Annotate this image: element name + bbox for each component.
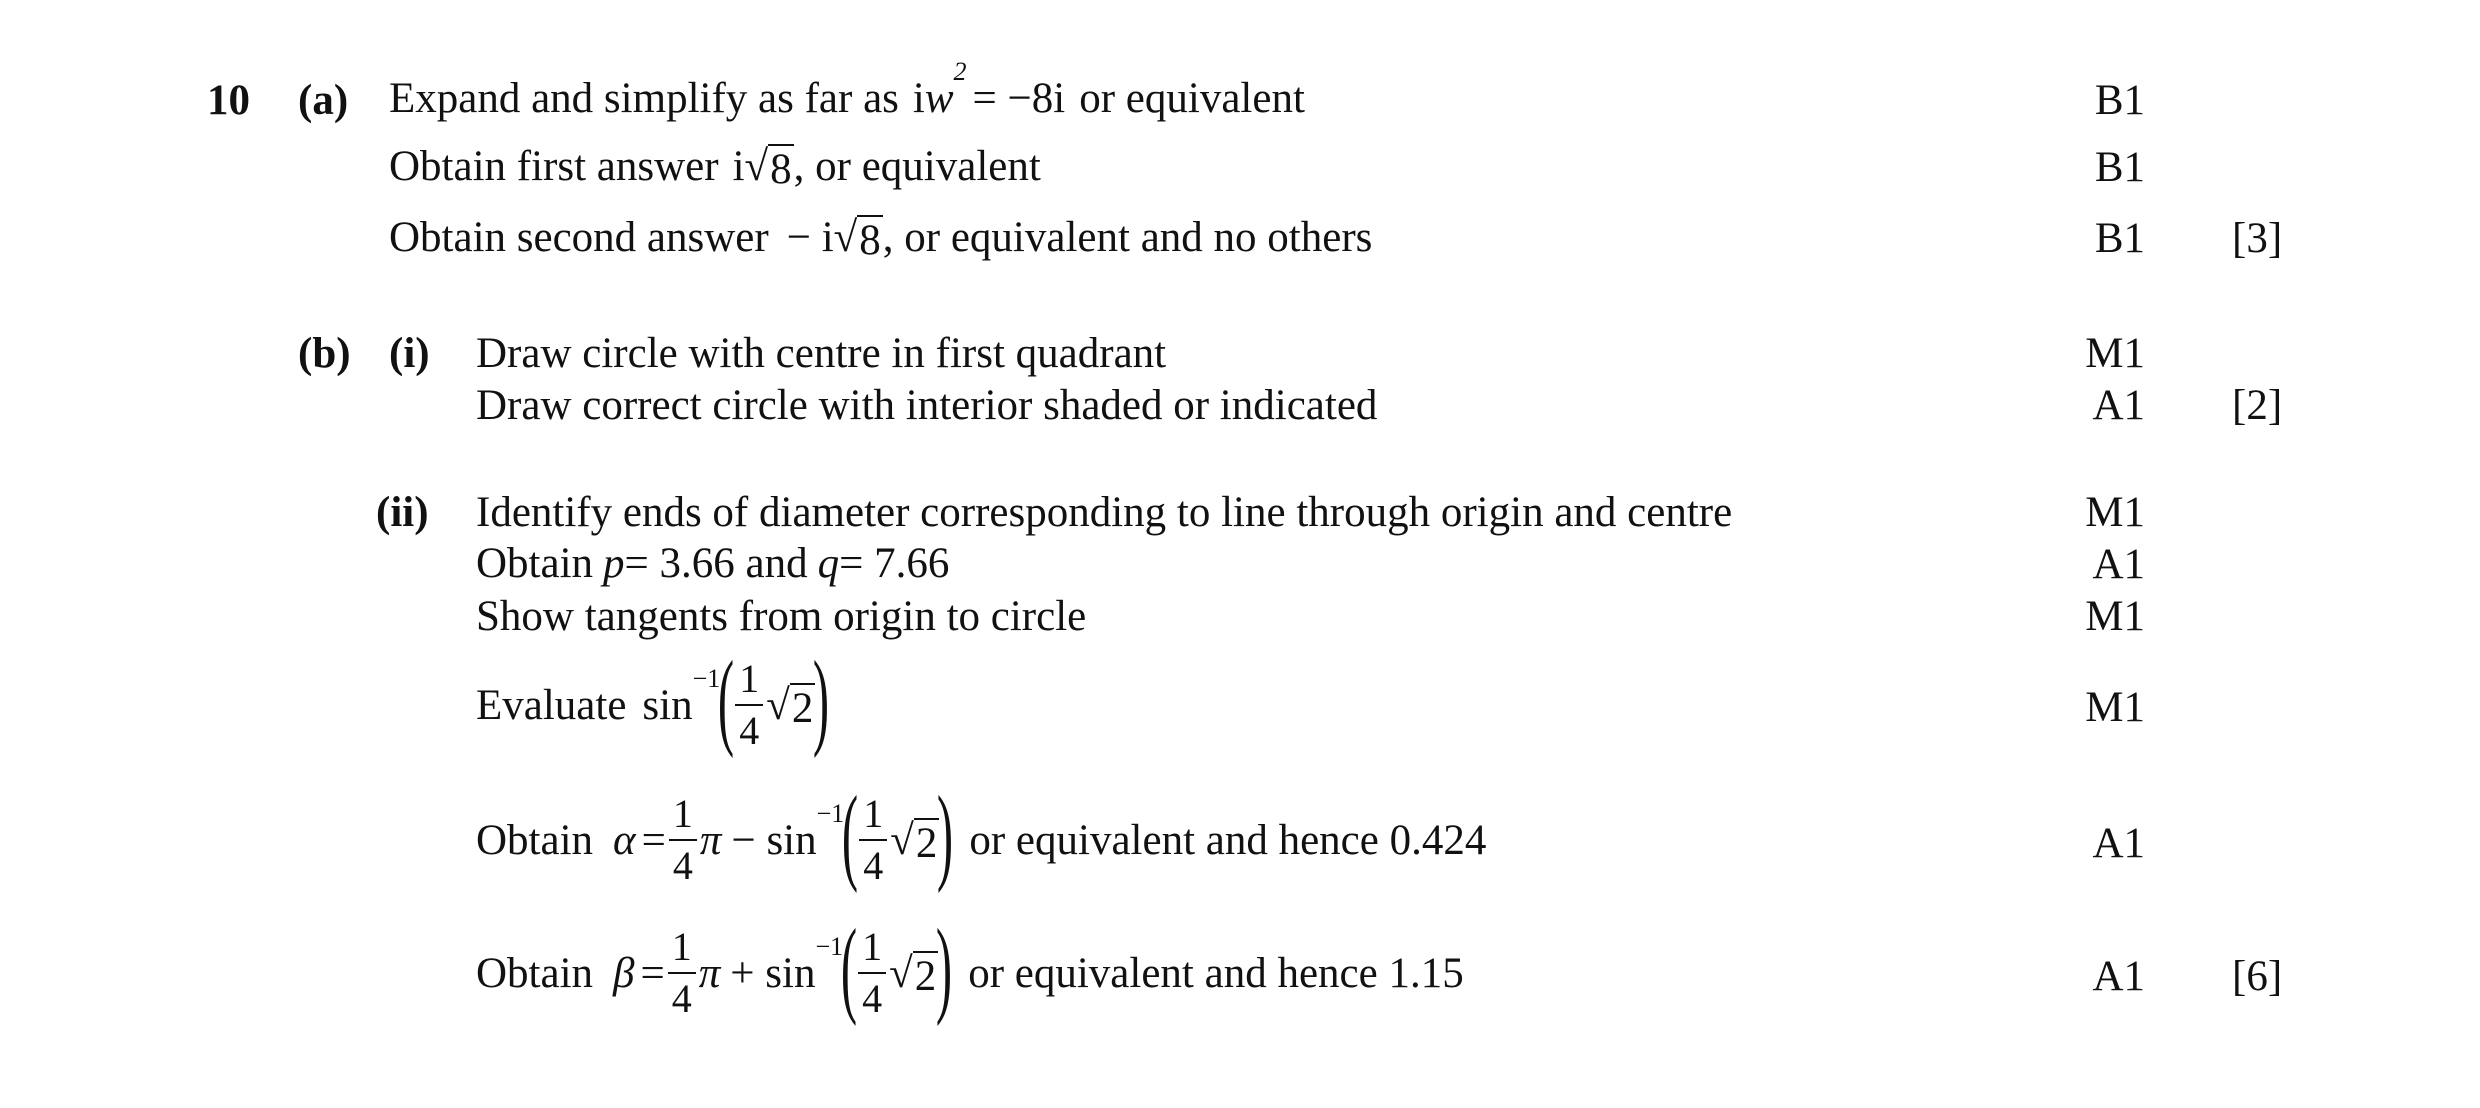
part-b-label: (b) [298,330,351,377]
value-p: = 3.66 and [624,539,808,587]
pi-symbol: π [698,949,721,997]
fraction [859,791,887,888]
mark-label: M1 [2085,593,2145,640]
mark-label: B1 [2094,215,2145,262]
exponent: 2 [953,57,967,86]
mark-label: A1 [2092,820,2145,867]
radical-sign: √ [833,213,858,261]
negative-imaginary: − i [786,213,834,261]
part-b-ii-line-6 [476,908,1464,1033]
equals-sign: = [641,816,666,864]
right-paren: ) [936,908,953,1027]
equation-rhs: = −8i [972,74,1066,122]
part-b-ii-total: [6] [2232,953,2283,1000]
part-b-ii-label: (ii) [376,489,429,536]
line-text: Evaluate [476,681,627,729]
sin-term: + sin [730,949,816,997]
part-a-total: [3] [2232,215,2283,262]
mark-label: B1 [2094,144,2145,191]
line-text: or equivalent [1079,74,1305,122]
question-number: 10 [207,77,250,124]
sin-function: sin [642,681,693,729]
line-text: Expand and simplify as far as [389,74,899,122]
fraction-numerator: 1 [858,927,886,974]
radical-sign: √ [890,816,914,864]
value-q: = 7.66 [839,539,950,587]
fraction-numerator: 1 [668,927,696,974]
fraction [668,924,696,1021]
fraction-denominator: 4 [863,843,884,888]
left-paren: ( [718,640,735,759]
mark-label: M1 [2085,489,2145,536]
part-a-line-3 [389,207,1372,267]
inverse-exponent: −1 [815,932,844,961]
fraction-numerator: 1 [735,659,763,706]
line-text: Obtain [476,539,594,587]
sin-term: − sin [731,816,817,864]
symbol-beta: β [613,949,635,997]
line-text: or equivalent and hence 1.15 [968,949,1464,997]
mark-label: M1 [2085,330,2145,377]
part-b-ii-line-2 [476,533,949,593]
line-text: Draw correct circle with interior shaded or indicated [476,382,1378,429]
fraction-numerator: 1 [859,794,887,841]
radicand: 8 [770,145,792,193]
radicand: 2 [914,952,937,1000]
part-b-i-total: [2] [2232,382,2283,429]
part-a-line-1 [389,57,1305,128]
line-text: Obtain [476,816,594,864]
symbol-alpha: α [613,816,636,864]
mark-label: A1 [2092,953,2145,1000]
mark-label: B1 [2094,77,2145,124]
pi-symbol: π [699,816,722,864]
imaginary-unit: i [912,74,925,122]
imaginary-unit: i [732,142,745,190]
radical-sign: √ [744,142,769,190]
fraction [735,656,763,753]
line-text: , or equivalent [793,142,1041,190]
fraction-numerator: 1 [669,794,697,841]
part-a-line-2 [389,136,1041,196]
mark-label: A1 [2092,541,2145,588]
left-paren: ( [842,775,859,894]
part-b-ii-line-4 [476,640,830,765]
fraction-denominator: 4 [671,976,692,1021]
line-text: , or equivalent and no others [882,213,1373,261]
radicand: 8 [859,216,881,264]
part-a-label: (a) [298,77,349,124]
line-text: Show tangents from origin to circle [476,593,1087,640]
line-text: Obtain first answer [389,142,719,190]
part-b-ii-line-5 [476,775,1487,900]
fraction-denominator: 4 [672,843,693,888]
left-paren: ( [841,908,858,1027]
radical-sign: √ [766,681,790,729]
radical-sign: √ [889,949,913,997]
inverse-exponent: −1 [816,799,845,828]
fraction-denominator: 4 [862,976,883,1021]
fraction-denominator: 4 [739,708,760,753]
variable-q: q [817,539,840,587]
fraction [858,924,886,1021]
line-text: Draw circle with centre in first quadrant [476,330,1167,377]
fraction [669,791,697,888]
right-paren: ) [937,775,954,894]
radicand: 2 [791,684,814,732]
part-b-i-label: (i) [389,330,430,377]
equals-sign: = [640,949,665,997]
line-text: Identify ends of diameter corresponding to line through origin and centre [476,489,1733,536]
line-text: or equivalent and hence 0.424 [969,816,1487,864]
variable-p: p [603,539,625,587]
variable-w: w [924,74,954,122]
line-text: Obtain second answer [389,213,769,261]
mark-label: A1 [2092,382,2145,429]
mark-label: M1 [2085,684,2145,731]
inverse-exponent: −1 [692,664,721,693]
right-paren: ) [813,640,830,759]
radicand: 2 [915,819,938,867]
line-text: Obtain [476,949,594,997]
